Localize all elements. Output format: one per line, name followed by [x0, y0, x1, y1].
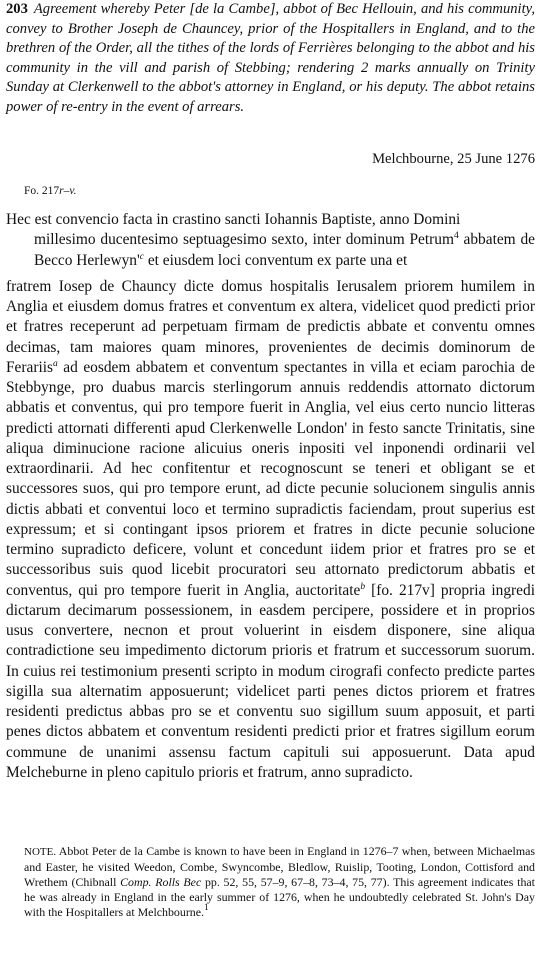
charter-number: 203 — [6, 1, 28, 17]
note-footnote-ref: 1 — [203, 903, 209, 914]
footnote-ref-4: 4 — [453, 231, 459, 242]
footnote-ref-a: a — [53, 358, 58, 369]
text-segment-a: fratrem Iosep de Chauncy dicte domus hospitalis Ierusalem priorem humilem in Anglia et eiusdem domus fratres et conventum ex altera, videlicet quod predicti prior et fratres receperunt ad perpetuam firmam de predictis abbate et conventu omnes decimas, tam maiores quam minores, provenientes de decimis dominorum de Ferariis — [6, 277, 535, 376]
note-label: NOTE. — [24, 846, 57, 858]
text-line-2: millesimo ducentesimo septuagesimo sexto, inter dominum Petrum — [34, 231, 454, 249]
folio-side: r–v. — [59, 185, 77, 197]
footnote-ref-c: c — [139, 251, 144, 262]
footnote-ref-b: b — [360, 581, 366, 592]
note-text-b: pp. 52, 55, 57–9, 67–8, 73–4, 75, 77). This agreement indicates that he was already in England in the early summer of 1276, when he undoubtedly celebrated St. John's Day with the Hospitallers at Melchbourne. — [24, 875, 535, 920]
editorial-note — [24, 844, 535, 920]
text-segment-c: [fo. 217v] propria ingredi dictarum decimarum possessionem, in easdem percipere, possidere et in proprios usus convertere, necnon et prout voluerint in eisdem disponere, sine aliqua contradictione seu impedimento dictorum prioris et fratrum et successorum suorum. In cuius rei testimonium presenti scripto in modum cirografi confecto predicte partes sigilla sua alternatim apposuerunt; videlicet parti penes dictos priorem et fratres residenti predictus abbas pro se et conventu suo sigillum suum apposuit, et parti penes dictos abbatem et conventum residenti predicti prior et fratres sigillum eorum commune de unanimi assensu factum capituli sui apposuerunt. Data apud Melcheburne in pleno capitulo prioris et fratrum, anno supradicto. — [6, 581, 535, 781]
dateline: Melchbourne, 25 June 1276 — [372, 151, 535, 167]
charter-heading — [6, 0, 535, 117]
text-line-1: Hec est convencio facta in crastino sancti Iohannis Baptiste, anno Domini — [6, 211, 461, 228]
folio-label: Fo. 217 — [24, 185, 60, 197]
text-line-3b: et eiusdem loci conventum ex parte una et — [143, 251, 408, 269]
text-continuation — [6, 230, 535, 271]
text-segment-b: ad eosdem abbatem et conventum spectantes in villa et eciam parochia de Stebbynge, pro duabus marcis sterlingorum annuis reddendis attornato dictorum abbatis et conventus, qui pro tempore fuerit in Anglia, vel eius certo nuncio litteras predicti attornati differenti apud Clerkenwelle London' in festo sancte Trinitatis, sine aliqua diminucione racione alicuius oneris inpositi vel inponendi ordinarii vel extraordinarii. Ad hec confitentur et recognoscunt se teneri et obligant se et successores suos, qui pro tempore erunt, ad dicte pecunie solucionem singulis annis dictis abbati et conventui loco et termino supradictis faciendam, prout superius est expressum; et si contingant ipsos priorem et fratres in dicte pecunie solucione termino supradicto deficere, volunt et concedunt iidem prior et fratres pro se et successoribus suis quod licebit procuratori seu attornato predictorum abbatis et conventus, qui pro tempore fuerit in Anglia, auctoritate — [6, 358, 535, 599]
text-line-3: abbatem de Becco Herlewyn' — [34, 231, 535, 269]
folio-reference — [24, 184, 77, 198]
charter-paragraph-1 — [6, 210, 535, 271]
note-text-a: Abbot Peter de la Cambe is known to have been in England in 1276–7 when, between Michaelmas and Easter, he visited Weedon, Combe, Swyncombe, Bledlow, Ruislip, Tooting, London, Cottisford and Wrethem (Chibnall — [24, 844, 535, 890]
note-citation: Comp. Rolls Bec — [120, 875, 202, 890]
charter-text — [6, 210, 535, 783]
charter-paragraph-2 — [6, 277, 535, 783]
charter-summary: Agreement whereby Peter [de la Cambe], abbot of Bec Hellouin, and his community, convey to Brother Joseph de Chauncey, prior of the Hospitallers in England, and to the brethren of the Order, all the tithes of the lords of Ferrières belonging to the abbot and his community in the vill and parish of Stebbing; rendering 2 marks annually on Trinity Sunday at Clerkenwell to the abbot's attorney in England, or his deputy. The abbot retains power of re-entry in the event of arrears. — [6, 1, 535, 115]
